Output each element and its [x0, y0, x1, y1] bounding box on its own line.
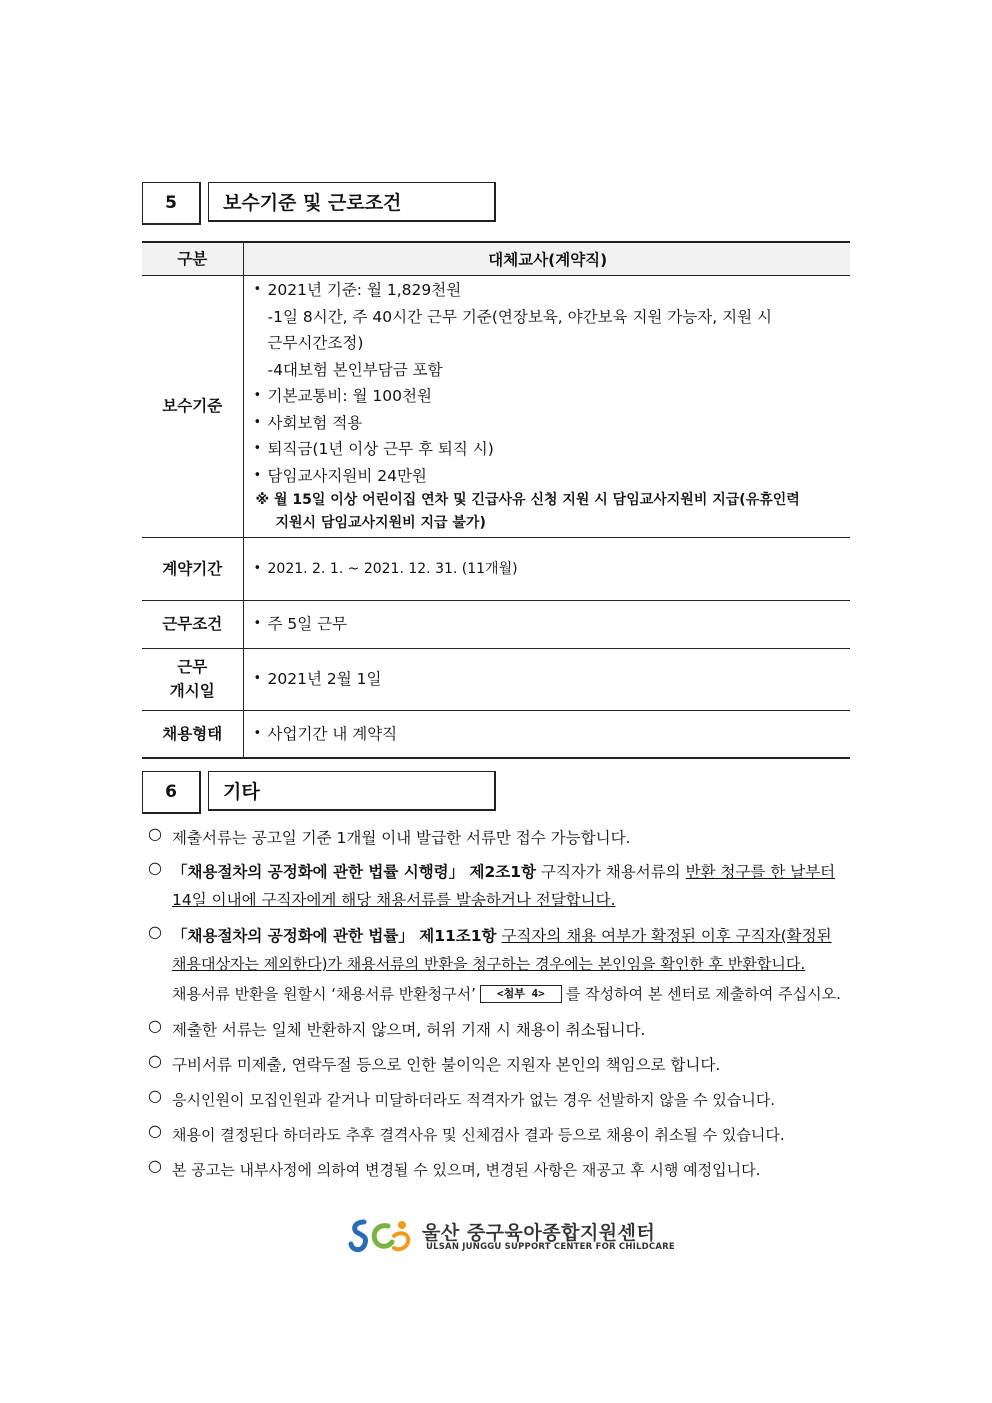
table-header-row: [142, 242, 850, 275]
law-reference: 「채용절차의 공정화에 관한 법률 시행령」 제2조1항: [172, 863, 537, 881]
section-number: 5: [142, 182, 201, 225]
table-row-type: [142, 710, 850, 758]
table-row-start: [142, 648, 850, 710]
list-item: [148, 922, 858, 1010]
row-label-salary: 보수기준: [142, 275, 243, 537]
salary-bullet-3: 사회보험 적용: [267, 413, 363, 432]
section-title: 기타: [208, 771, 496, 811]
circle-bullet-icon: ○: [148, 922, 162, 941]
item-text: [172, 922, 858, 1010]
salary-sub-2: -4대보험 본인부담금 포함: [267, 360, 443, 379]
start-value: 2021년 2월 1일: [267, 670, 382, 688]
list-item: [148, 1156, 858, 1184]
list-item: [148, 1121, 858, 1149]
conditions-value: 주 5일 근무: [267, 615, 348, 633]
circle-bullet-icon: ○: [148, 1121, 162, 1140]
list-item: [148, 858, 858, 914]
section-title: 보수기준 및 근로조건: [208, 182, 496, 222]
item-text: 제출한 서류는 일체 반환하지 않으며, 허위 기재 시 채용이 취소됩니다.: [172, 1021, 646, 1039]
logo-subtitle: ULSAN JUNGGU SUPPORT CENTER FOR CHILDCARE: [426, 1242, 675, 1252]
other-items-list: [148, 824, 858, 1184]
item-text-part: 를 작성하여 본 센터로 제출하여 주십시오.: [565, 985, 841, 1003]
salary-note-2: 지원시 담임교사지원비 지급 불가): [275, 515, 486, 531]
salary-sub-1b: 근무시간조정): [267, 334, 364, 352]
type-value: 사업기간 내 계약직: [267, 724, 398, 743]
underlined-text: 반환 청구를 한 날부터: [685, 863, 836, 881]
row-label-type: 채용형태: [142, 710, 243, 758]
bullet-icon: •: [253, 671, 262, 686]
list-item: [148, 1051, 858, 1079]
circle-bullet-icon: ○: [148, 1156, 162, 1175]
item-text: 채용이 결정된다 하더라도 추후 결격사유 및 신체검사 결과 등으로 채용이 취소될 수 있습니다.: [172, 1126, 785, 1144]
row-label-period: 계약기간: [142, 537, 243, 600]
item-text-part: 구직자가 채용서류의: [536, 863, 686, 881]
bullet-icon: •: [253, 388, 262, 403]
item-text: 본 공고는 내부사정에 의하여 변경될 수 있으며, 변경된 사항은 재공고 후 시행 예정입니다.: [172, 1161, 761, 1179]
salary-details: [243, 275, 850, 537]
underlined-text: 구직자의 채용 여부가 확정된 이후 구직자(확정된: [501, 927, 832, 945]
circle-bullet-icon: ○: [148, 858, 162, 877]
attachment-label: <첨부 4>: [480, 985, 562, 1003]
circle-bullet-icon: ○: [148, 1086, 162, 1105]
salary-bullet-5: 담임교사지원비 24만원: [267, 466, 427, 485]
circle-bullet-icon: ○: [148, 1051, 162, 1070]
table-row-salary: [142, 275, 850, 537]
item-text: 제출서류는 공고일 기준 1개월 이내 발급한 서류만 접수 가능합니다.: [172, 829, 631, 847]
bullet-icon: •: [253, 560, 262, 576]
center-logo: [348, 1216, 675, 1256]
salary-bullet-4: 퇴직금(1년 이상 근무 후 퇴직 시): [267, 440, 494, 458]
bullet-icon: •: [253, 282, 262, 297]
conditions-table: [142, 241, 850, 759]
item-text: [172, 858, 858, 914]
circle-bullet-icon: ○: [148, 1016, 162, 1035]
item-text: 응시인원이 모집인원과 같거나 미달하더라도 적격자가 없는 경우 선발하지 않을 수 있습니다.: [172, 1091, 776, 1109]
start-label-line-2: 개시일: [169, 682, 215, 700]
row-label-start: [142, 648, 243, 710]
salary-bullet-2: 기본교통비: 월 100천원: [267, 387, 432, 405]
bullet-icon: •: [253, 441, 262, 456]
bullet-icon: •: [253, 414, 262, 430]
logo-name: 울산 중구육아종합지원센터: [422, 1222, 656, 1244]
row-label-conditions: 근무조건: [142, 600, 243, 648]
underlined-text: 14일 이내에 구직자에게 해당 채용서류를 발송하거나 전달합니다.: [172, 891, 616, 909]
item-text: 구비서류 미제출, 연락두절 등으로 인한 불이익은 지원자 본인의 책임으로 합니다.: [172, 1056, 721, 1074]
bullet-icon: •: [253, 725, 262, 741]
circle-bullet-icon: ○: [148, 824, 162, 843]
salary-sub-1a: -1일 8시간, 주 40시간 근무 기준(연장보육, 야간보육 지원 가능자, 지원 시: [267, 307, 772, 326]
salary-note-1: ※ 월 15일 이상 어린이집 연차 및 긴급사유 신청 지원 시 담임교사지원비 지급(유휴인력: [255, 492, 800, 508]
list-item: [148, 824, 858, 852]
bullet-icon: •: [253, 616, 262, 631]
period-value: 2021. 2. 1. ~ 2021. 12. 31. (11개월): [267, 560, 518, 577]
header-position: 대체교사(계약직): [488, 250, 608, 269]
item-text-part: 채용서류 반환을 원할시 ‘채용서류 반환청구서’: [172, 985, 476, 1003]
underlined-text: 채용대상자는 제외한다)가 채용서류의 반환을 청구하는 경우에는 본인임을 확인한 후 반환합니다.: [172, 955, 806, 973]
table-row-conditions: [142, 600, 850, 648]
header-category: 구분: [142, 242, 243, 275]
list-item: [148, 1086, 858, 1114]
law-reference: 「채용절차의 공정화에 관한 법률」 제11조1항: [172, 927, 497, 945]
bullet-icon: •: [253, 467, 262, 483]
logo-mark-icon: [348, 1216, 414, 1256]
section-number: 6: [142, 771, 201, 814]
start-label-line-1: 근무: [177, 658, 208, 676]
table-row-period: [142, 537, 850, 600]
list-item: [148, 1016, 858, 1044]
salary-bullet-1: 2021년 기준: 월 1,829천원: [267, 281, 462, 299]
